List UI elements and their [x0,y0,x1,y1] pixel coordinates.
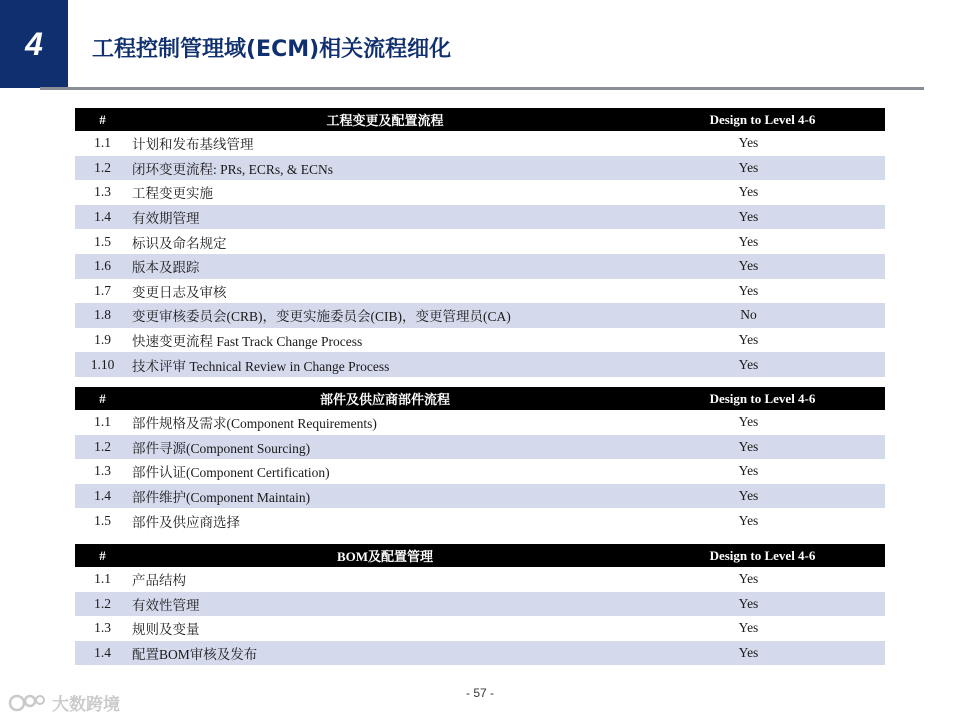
section-number-block [0,0,68,88]
table-row [75,180,885,205]
row-number-cell: 1.4 [94,488,111,504]
header-level-cell: Design to Level 4-6 [709,390,816,406]
design-level-cell: Yes [738,438,759,454]
header-name-cell: 工程变更及配置流程 [326,113,444,128]
header-name-cell: BOM及配置管理 [336,549,434,564]
header-num-cell: # [99,547,106,563]
row-number-cell: 1.8 [94,307,111,323]
header-num-cell: # [99,390,106,406]
process-name-cell: 变更日志及审核 [132,284,227,300]
watermark-text: 大数跨境 [52,695,120,715]
title-divider [40,87,924,90]
design-level-cell: No [740,307,757,323]
table-row [75,156,885,181]
process-table-2 [75,387,885,533]
process-name-cell: 有效期管理 [132,211,200,227]
table-row [75,508,885,533]
process-name-cell: 有效性管理 [132,597,200,613]
table-row [75,435,885,460]
table-row [75,567,885,592]
design-level-cell: Yes [738,282,759,298]
table-row [75,410,885,435]
watermark [8,690,120,715]
design-level-cell: Yes [738,135,759,151]
table-row [75,459,885,484]
row-number-cell: 1.5 [94,512,111,528]
process-name-cell: 部件寻源(Component Sourcing) [132,440,311,456]
design-level-cell: Yes [738,184,759,200]
design-level-cell: Yes [738,488,759,504]
table-row [75,352,885,377]
design-level-cell: Yes [738,233,759,249]
table-row [75,328,885,353]
table-row [75,205,885,230]
process-name-cell: 闭环变更流程: PRs, ECRs, & ECNs [132,161,334,177]
table-row [75,592,885,617]
process-name-cell: 版本及跟踪 [132,260,200,276]
row-number-cell: 1.7 [94,282,111,298]
row-number-cell: 1.1 [94,135,111,151]
row-number-cell: 1.5 [94,233,111,249]
design-level-cell: Yes [738,595,759,611]
table-row [75,131,885,156]
row-number-cell: 1.2 [94,159,111,175]
table-row [75,254,885,279]
row-number-cell: 1.4 [94,209,111,225]
row-number-cell: 1.3 [94,184,111,200]
process-name-cell: 产品结构 [132,573,186,589]
design-level-cell: Yes [738,332,759,348]
page-title: 工程控制管理域(ECM)相关流程细化 [92,37,452,62]
design-level-cell: Yes [738,620,759,636]
table-row [75,641,885,666]
process-name-cell: 工程变更实施 [132,186,213,202]
table-row [75,616,885,641]
process-name-cell: 快速变更流程 Fast Track Change Process [132,334,363,350]
table-row [75,303,885,328]
process-name-cell: 部件认证(Component Certification) [132,465,330,481]
table-header [75,387,885,410]
design-level-cell: Yes [738,414,759,430]
row-number-cell: 1.6 [94,258,111,274]
process-table-1 [75,108,885,377]
process-name-cell: 标识及命名规定 [132,235,227,251]
process-name-cell: 变更审核委员会(CRB)，变更实施委员会(CIB)，变更管理员(CA) [132,309,511,325]
row-number-cell: 1.4 [94,645,111,661]
design-level-cell: Yes [738,356,759,372]
table-row [75,279,885,304]
process-name-cell: 技术评审 Technical Review in Change Process [132,358,390,374]
row-number-cell: 1.10 [90,356,115,372]
process-name-cell: 部件维护(Component Maintain) [132,490,311,506]
row-number-cell: 1.9 [94,332,111,348]
header-name-cell: 部件及供应商部件流程 [319,392,450,407]
row-number-cell: 1.1 [94,414,111,430]
process-name-cell: 部件规格及需求(Component Requirements) [132,416,377,432]
header-num-cell: # [99,111,106,127]
process-name-cell: 部件及供应商选择 [132,514,240,530]
design-level-cell: Yes [738,512,759,528]
process-name-cell: 计划和发布基线管理 [132,137,254,153]
table-header [75,108,885,131]
design-level-cell: Yes [738,571,759,587]
header-level-cell: Design to Level 4-6 [709,547,816,563]
row-number-cell: 1.3 [94,620,111,636]
row-number-cell: 1.2 [94,438,111,454]
row-number-cell: 1.1 [94,571,111,587]
header-level-cell: Design to Level 4-6 [709,111,816,127]
design-level-cell: Yes [738,258,759,274]
process-table-3 [75,544,885,665]
process-name-cell: 规则及变量 [132,622,200,638]
row-number-cell: 1.2 [94,595,111,611]
design-level-cell: Yes [738,209,759,225]
design-level-cell: Yes [738,463,759,479]
watermark-logo-icon [8,692,46,714]
process-name-cell: 配置BOM审核及发布 [132,647,258,663]
section-number: 4 [25,25,43,62]
table-row [75,229,885,254]
table-row [75,484,885,509]
table-header [75,544,885,567]
page-number: - 57 - [465,686,494,700]
row-number-cell: 1.3 [94,463,111,479]
design-level-cell: Yes [738,159,759,175]
design-level-cell: Yes [738,645,759,661]
